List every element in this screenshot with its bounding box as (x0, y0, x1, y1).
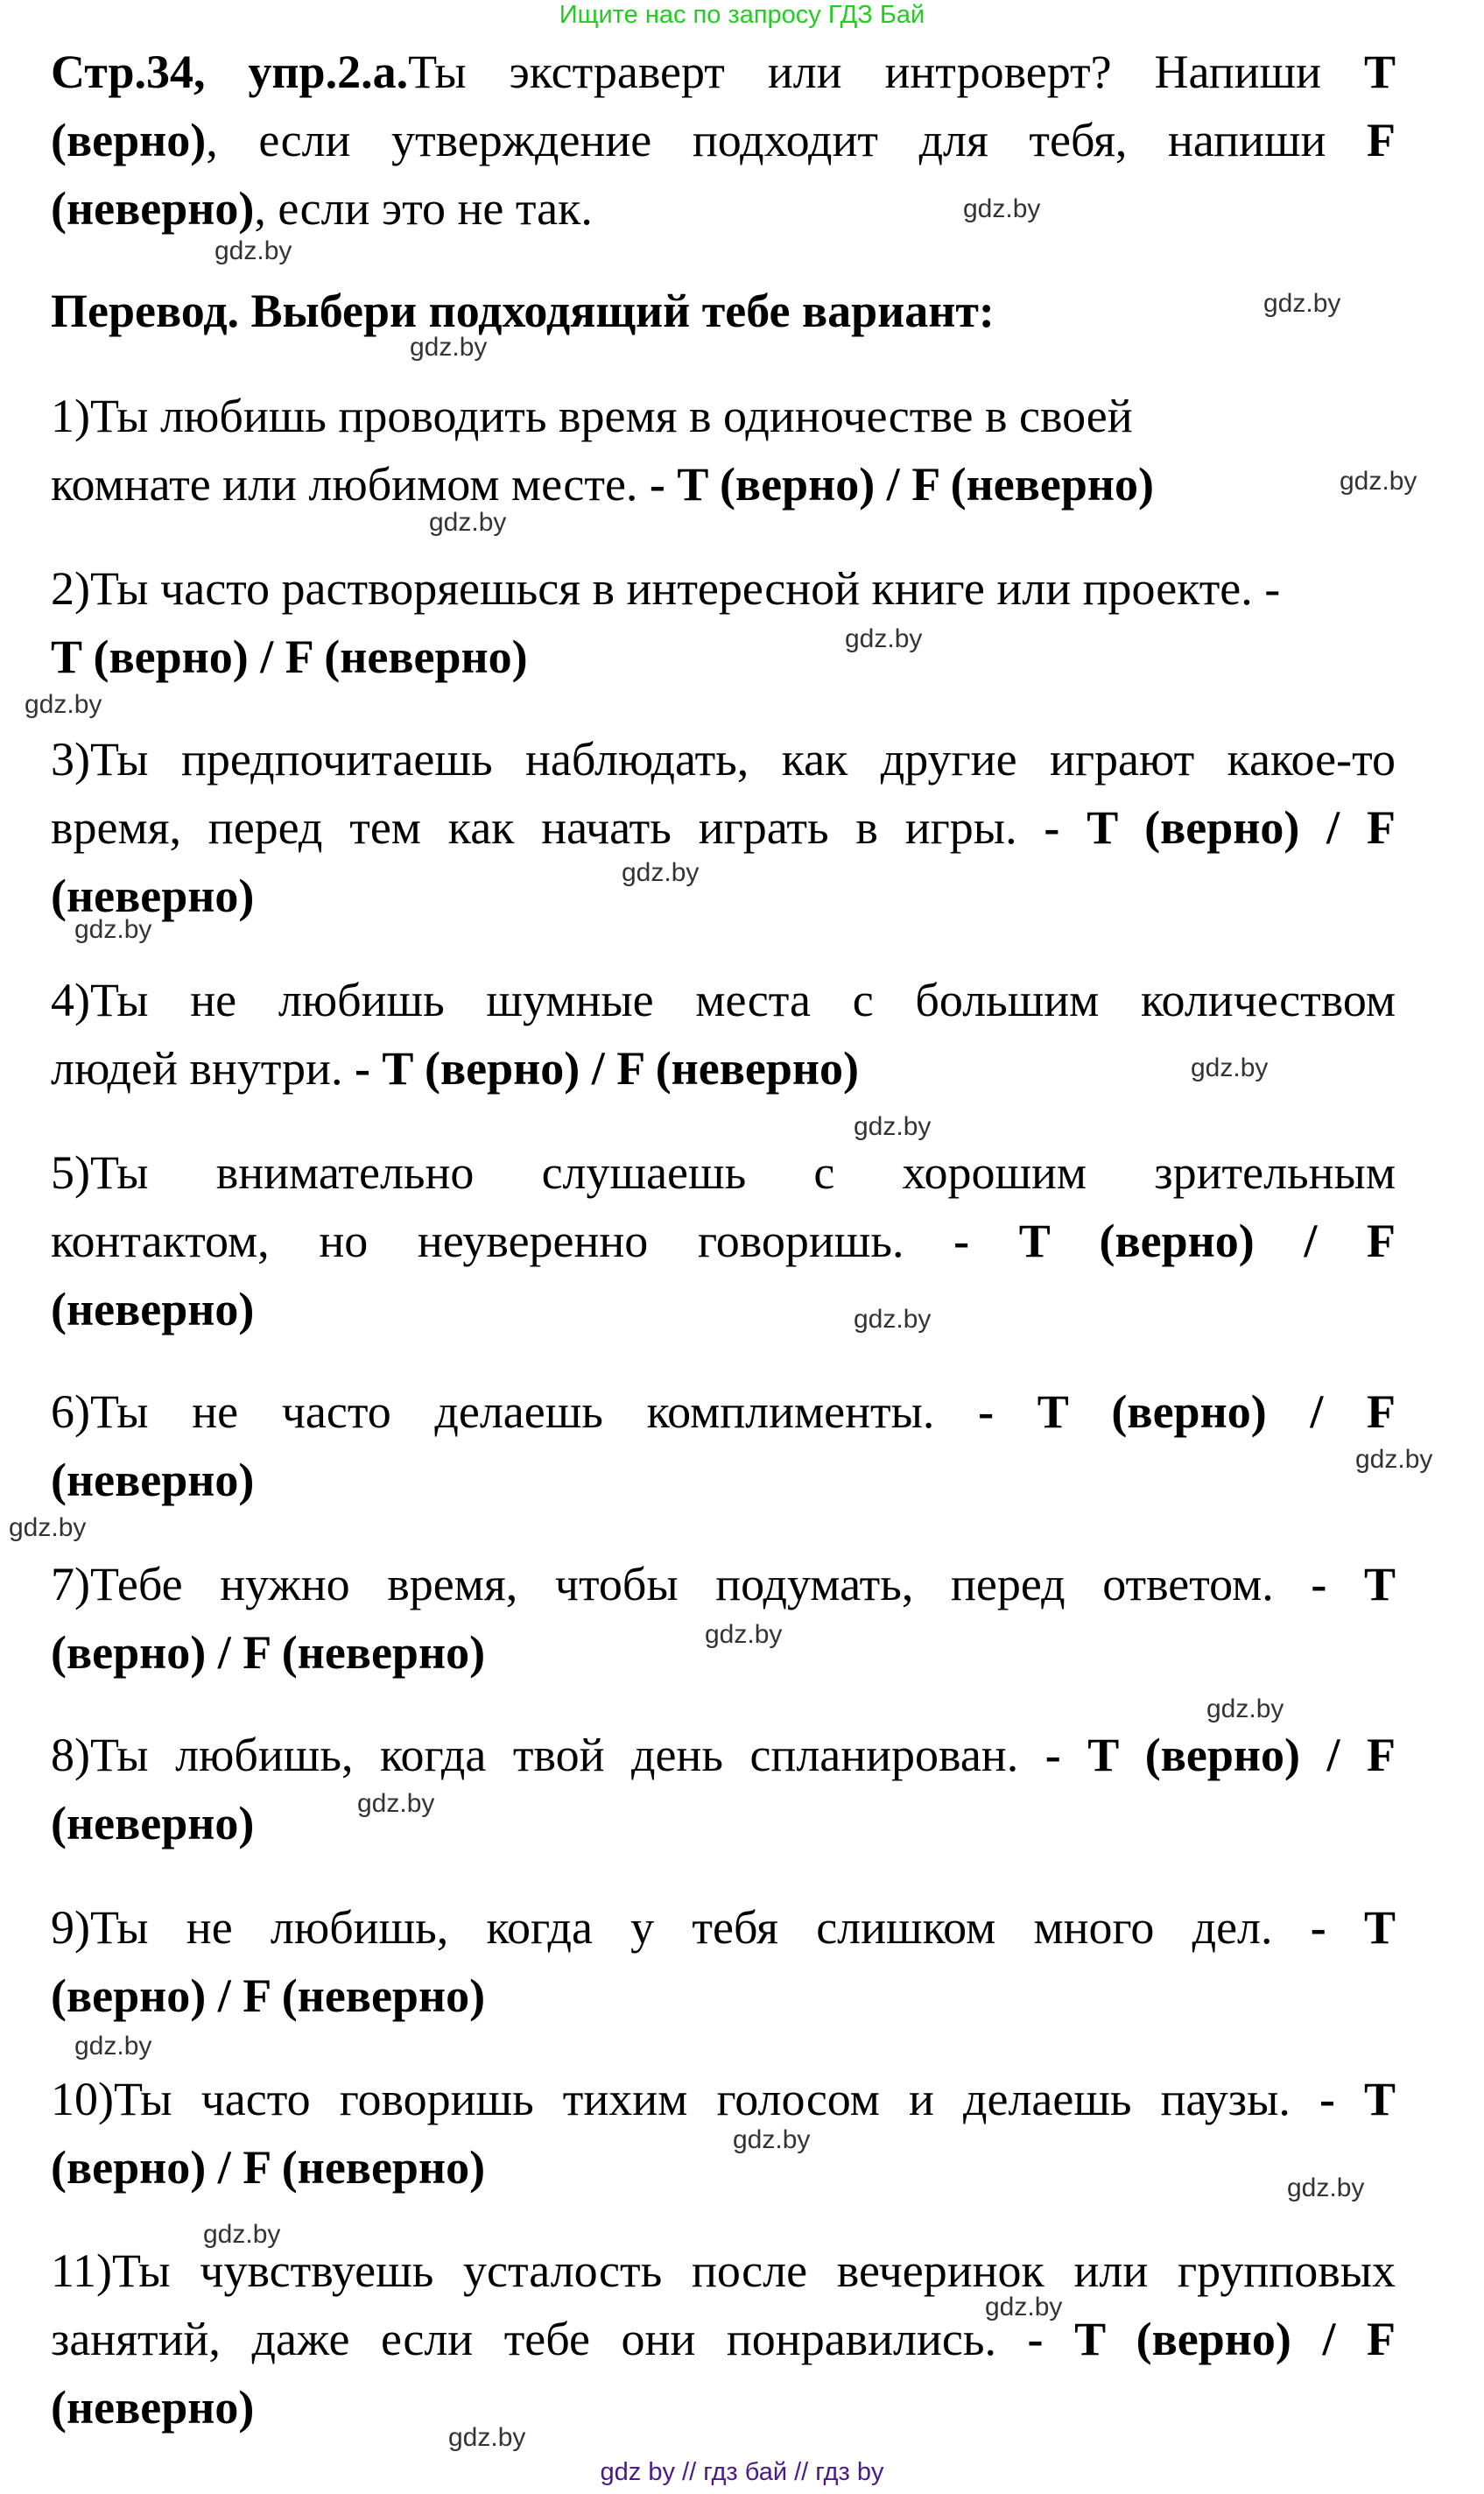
text-segment: 11) (51, 2244, 112, 2297)
footer-site-links: gdz by // гдз бай // гдз by (600, 2458, 884, 2486)
watermark: gdz.by (854, 1305, 932, 1334)
watermark: gdz.by (1340, 467, 1417, 496)
item-6-answer: (неверно) (51, 1454, 255, 1506)
text-segment: Ты не любишь шумные места с большим количеством (89, 974, 1396, 1026)
text-segment: время, перед тем как начать играть в игры. (51, 801, 1017, 854)
item-5-answer: (неверно) (51, 1283, 255, 1335)
watermark: gdz.by (622, 858, 700, 887)
item-11-line-2 (51, 2311, 1396, 2367)
item-3-line-1 (51, 731, 1396, 787)
text-segment: - T (1311, 1558, 1396, 1610)
text-segment: Ты часто растворяешься в интересной книге или проекте. - (89, 562, 1281, 615)
item-8-line-1 (51, 1727, 1396, 1783)
text-segment: - T (1310, 1901, 1396, 1954)
text-segment: 1) (51, 390, 90, 442)
text-segment: комнате или любимом месте. (51, 458, 638, 511)
watermark: gdz.by (215, 236, 292, 265)
watermark: gdz.by (448, 2423, 526, 2452)
item-10-answer: (верно) / F (неверно) (51, 2141, 486, 2194)
task-title-line-1 (51, 44, 1396, 100)
item-5-line-1 (51, 1145, 1396, 1201)
text-segment: людей внутри. (51, 1042, 343, 1095)
watermark: gdz.by (1355, 1445, 1433, 1474)
item-3-answer: (неверно) (51, 870, 255, 922)
translation-heading: Перевод. Выбери подходящий тебе вариант: (51, 285, 995, 337)
answer-options: - T (верно) / F (неверно) (649, 458, 1154, 511)
text-segment: - T (верно) / F (978, 1385, 1396, 1438)
text-segment: 7) (51, 1558, 90, 1610)
text-segment: 8) (51, 1729, 90, 1781)
watermark: gdz.by (963, 194, 1041, 223)
watermark: gdz.by (1191, 1053, 1269, 1082)
watermark: gdz.by (74, 2032, 152, 2061)
text-segment: Ты любишь, когда твой день спланирован. (89, 1729, 1019, 1781)
item-2-line-1 (51, 560, 1396, 616)
text-segment: Ты экстраверт или интроверт? Напиши (408, 46, 1322, 98)
item-9-answer: (верно) / F (неверно) (51, 1969, 486, 2022)
text-segment: (верно) (51, 114, 207, 166)
watermark: gdz.by (410, 333, 488, 362)
text-segment: Ты чувствуешь усталость после вечеринок или групповых (111, 2244, 1396, 2297)
watermark: gdz.by (1287, 2173, 1365, 2202)
task-number: Стр.34, упр.2.а. (51, 46, 409, 98)
watermark: gdz.by (854, 1112, 932, 1141)
text-segment: 6) (51, 1385, 90, 1438)
text-segment: Ты предпочитаешь наблюдать, как другие играют какое-то (89, 733, 1396, 786)
text-segment: Ты любишь проводить время в одиночестве в своей (89, 390, 1133, 442)
text-segment: T (1363, 46, 1396, 98)
text-segment: - T (верно) / F (1044, 1729, 1396, 1781)
item-7-answer: (верно) / F (неверно) (51, 1626, 486, 1679)
item-2-answer: T (верно) / F (неверно) (51, 631, 528, 683)
text-segment: 5) (51, 1146, 90, 1199)
text-segment: 2) (51, 562, 90, 615)
item-6-line-1 (51, 1384, 1396, 1440)
item-11-answer: (неверно) (51, 2381, 255, 2434)
text-segment: 9) (51, 1901, 90, 1954)
text-segment: , если это не так. (254, 182, 593, 235)
watermark: gdz.by (357, 1789, 435, 1818)
item-1-line-1 (51, 388, 1396, 444)
watermark: gdz.by (74, 915, 152, 944)
text-segment: Ты не часто делаешь комплименты. (89, 1385, 935, 1438)
item-1-line-2 (51, 456, 1396, 512)
watermark: gdz.by (203, 2220, 281, 2249)
text-segment: , если утверждение подходит для тебя, напиши (206, 114, 1326, 166)
watermark: gdz.by (429, 508, 507, 537)
item-9-line-1 (51, 1899, 1396, 1955)
text-segment: контактом, но неуверенно говоришь. (51, 1215, 904, 1267)
text-segment: Ты не любишь, когда у тебя слишком много дел. (89, 1901, 1273, 1954)
text-segment: Тебе нужно время, чтобы подумать, перед ответом. (89, 1558, 1274, 1610)
item-4-line-1 (51, 972, 1396, 1028)
text-segment: Ты внимательно слушаешь с хорошим зрительным (89, 1146, 1396, 1199)
item-8-answer: (неверно) (51, 1797, 255, 1849)
task-title-line-2 (51, 112, 1396, 168)
text-segment: - T (верно) / F (1027, 2313, 1396, 2365)
text-segment: 3) (51, 733, 90, 786)
text-segment: - T (верно) / F (1044, 801, 1396, 854)
watermark: gdz.by (25, 690, 102, 719)
task-title-line-3 (51, 180, 1396, 236)
text-segment: F (1367, 114, 1396, 166)
text-segment: Ты часто говоришь тихим голосом и делаешь паузы. (113, 2073, 1291, 2125)
watermark: gdz.by (985, 2293, 1063, 2321)
item-11-line-1 (51, 2243, 1396, 2299)
watermark: gdz.by (1263, 289, 1341, 318)
text-segment: (неверно) (51, 182, 255, 235)
item-7-line-1 (51, 1556, 1396, 1612)
item-10-line-1 (51, 2071, 1396, 2127)
search-hint-banner: Ищите нас по запросу ГДЗ Бай (559, 1, 925, 29)
watermark: gdz.by (705, 1620, 783, 1649)
item-3-line-2 (51, 800, 1396, 856)
item-5-line-2 (51, 1213, 1396, 1269)
watermark: gdz.by (845, 624, 923, 653)
watermark: gdz.by (733, 2125, 811, 2154)
watermark: gdz.by (9, 1513, 87, 1542)
text-segment: - T (верно) / F (неверно) (354, 1042, 860, 1095)
text-segment: 10) (51, 2073, 114, 2125)
text-segment: - T (верно) / F (953, 1215, 1396, 1267)
watermark: gdz.by (1206, 1694, 1284, 1723)
text-segment: - T (1319, 2073, 1396, 2125)
text-segment: занятий, даже если тебе они понравились. (51, 2313, 996, 2365)
text-segment: 4) (51, 974, 90, 1026)
